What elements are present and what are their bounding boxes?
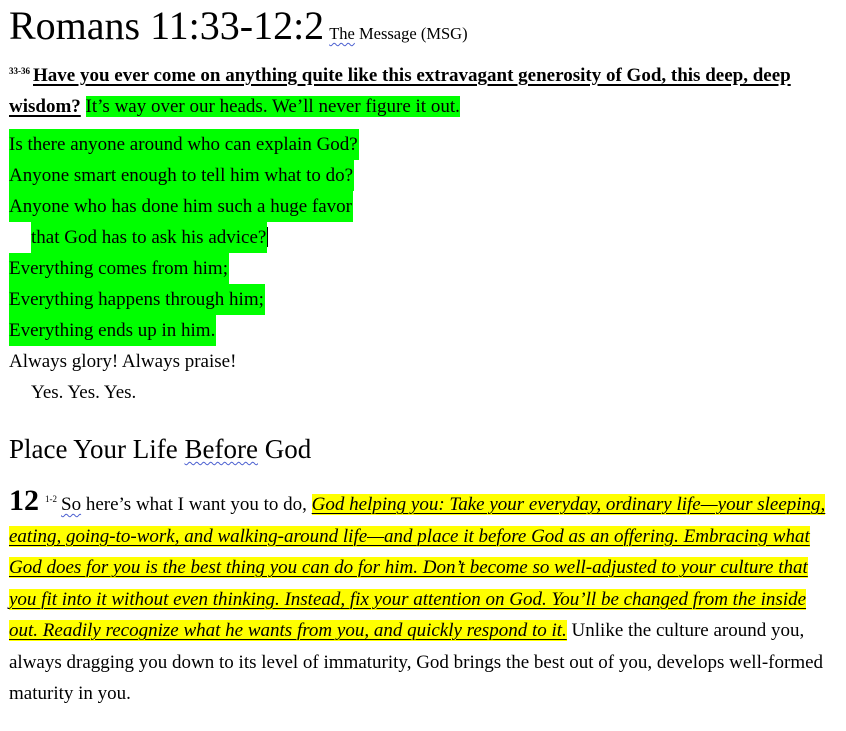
poem [9,129,359,408]
paragraph-verses-1-2 [9,484,829,710]
bible-version [329,24,467,43]
poem-line [9,315,359,346]
paragraph-verses-33-36 [9,56,839,122]
intro-text: here’s what I want you to do, [81,494,312,515]
heading-part: Before [184,434,258,464]
yellow-highlight-text: God helping you: Take your everyday, ordinary life—your sleeping, eating, going-to-work, and walking-around life—and place it before God as an offering. Embracing what God does for you is the best thing you can do for him. Don’t become so well-adjusted to your culture that you fit into it without even thinking. Instead, fix your attention on God. You’ll be changed from the inside out. Readily recognize what he wants from you, and quickly respond to it. [9,494,826,641]
text-cursor [267,227,268,247]
poem-line [9,284,359,315]
green-highlight-text: It’s way over our heads. We’ll never figure it out. [85,96,460,117]
poem-line-text: Everything ends up in him. [9,315,216,346]
version-the: The [329,24,355,43]
section-heading [9,430,311,468]
poem-line [9,346,359,377]
poem-line-text: Yes. Yes. Yes. [31,382,137,403]
poem-line [9,160,359,191]
poem-line [9,377,359,408]
chapter-number: 12 [9,484,39,517]
verse-number: 33-36 [9,66,30,76]
poem-line [9,129,359,160]
poem-line-text: that God has to ask his advice? [31,222,267,253]
heading-part: Place Your Life [9,434,185,464]
poem-line [9,222,359,253]
intro-word: So [61,494,82,515]
poem-line-text: Is there anyone around who can explain God? [9,129,359,160]
poem-line-text: Everything comes from him; [9,253,229,284]
closing-text: Unlike the culture around you, always dragging you down to its level of immaturity, God brings the best out of you, develops well-formed maturity in you. [9,620,824,704]
version-name: Message (MSG) [354,24,468,43]
poem-line [9,253,359,284]
poem-line-text: Always glory! Always praise! [9,351,237,372]
bold-underlined-text: Have you ever come on anything quite like this extravagant generosity of God, this deep, deep wisdom? [9,65,791,117]
poem-line-text: Anyone smart enough to tell him what to do? [9,160,354,191]
poem-line-text: Everything happens through him; [9,284,265,315]
verse-number: 1-2 [45,494,57,504]
title-line [9,2,468,50]
poem-line [9,191,359,222]
heading-part: God [257,434,312,464]
passage-title: Romans 11:33-12:2 [9,3,325,48]
poem-line-text: Anyone who has done him such a huge favor [9,191,353,222]
